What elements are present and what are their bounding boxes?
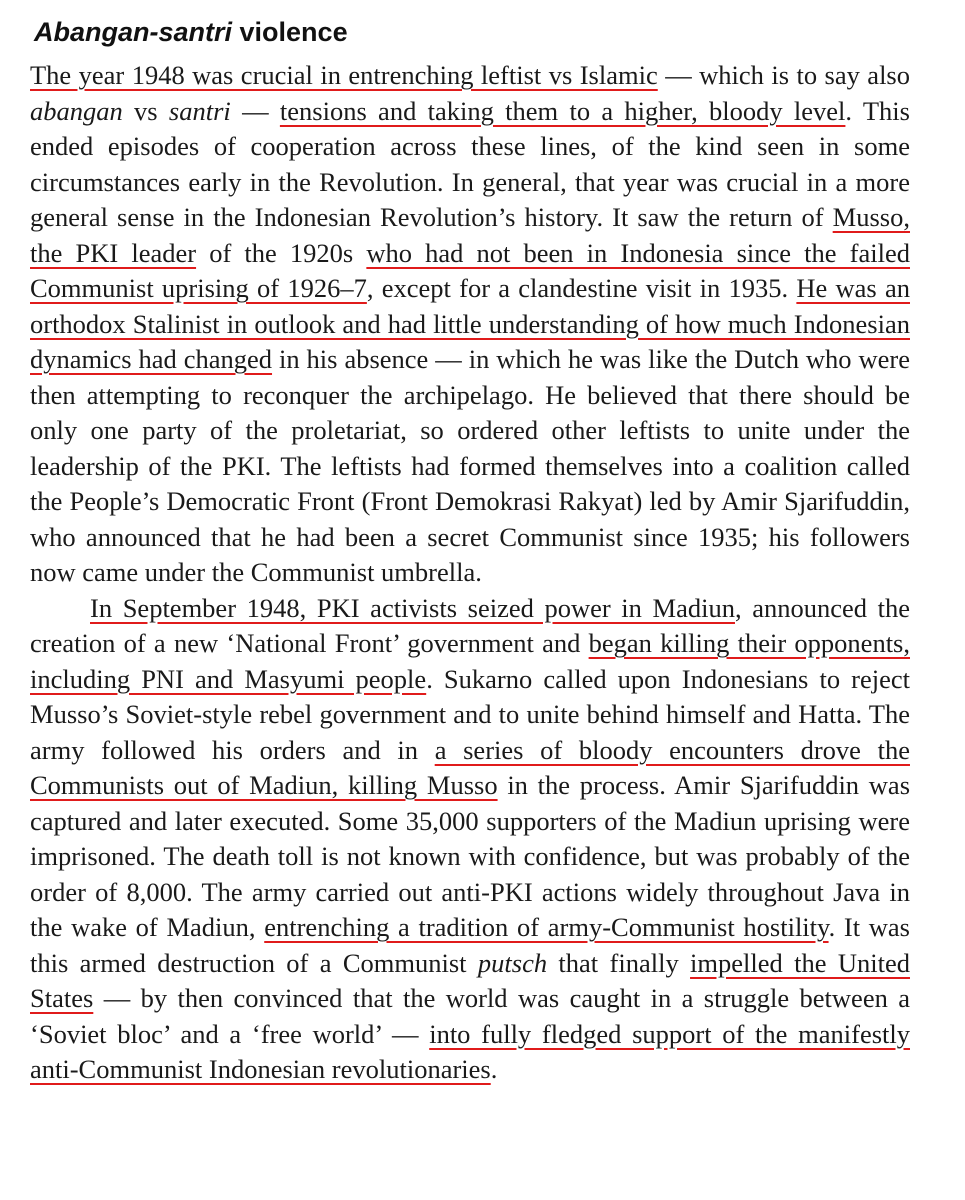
- highlighted-text: tensions and taking them to a higher, bloody level: [279, 95, 846, 126]
- text-run: —: [230, 95, 280, 126]
- highlighted-text: Musso, the PKI leader: [30, 202, 910, 268]
- text-run: .: [490, 1054, 498, 1084]
- text-run: . Sukarno called upon Indonesians to reject Musso’s Soviet-style rebel government and to unite behind himself and Hatta. The army followed his orders and in: [30, 663, 910, 765]
- section-heading-rest: violence: [232, 17, 348, 47]
- italic-text: putsch: [477, 947, 548, 978]
- highlighted-text: entrenching a tradition of army-Communist hostility: [264, 912, 829, 942]
- italic-text: santri: [168, 95, 231, 126]
- text-run: of the 1920s: [196, 237, 367, 268]
- text-run: in his absence — in which he was like the Dutch who were then attempting to reconquer the archipelago. He believed that there should be only one party of the proletariat, so ordered other leftists to unite under the leadership of the PKI. The leftists had formed themselves into a coalition called the People’s Democratic Front (Front Demokrasi Rakyat) led by Amir Sjarifuddin, who announced that he had been a secret Communist since 1935; his followers now came under the Communist umbrella.: [30, 344, 910, 587]
- section-heading-italic: Abangan-santri: [34, 17, 233, 47]
- text-run: , announced the creation of a new ‘National Front’ government and: [30, 592, 910, 658]
- text-run: . It was this armed destruction of a Communist: [30, 912, 910, 978]
- highlighted-text: a series of bloody encounters drove the Communists out of Madiun, killing Musso: [30, 734, 910, 800]
- text-run: in the process. Amir Sjarifuddin was captured and later executed. Some 35,000 supporters of the Madiun uprising were imprisoned. The death toll is not known with confidence, but was probably of the order of 8,000. The army carried out anti-PKI actions widely throughout Java in the wake of Madiun,: [30, 770, 911, 942]
- highlighted-text: The year 1948 was crucial in entrenching leftist vs Islamic: [30, 60, 658, 90]
- text-run: . This ended episodes of cooperation across these lines, of the kind seen in some circumstances early in the Revolution. In general, that year was crucial in a more general sense in the Indonesian Revolution’s history. It saw the return of: [30, 95, 910, 232]
- highlighted-text: who had not been in Indonesia since the failed Communist uprising of 1926–7: [30, 237, 910, 303]
- highlighted-text: into fully fledged support of the manifestly anti-Communist Indonesian revolutionaries: [30, 1018, 910, 1084]
- text-run: , except for a clandestine visit in 1935.: [366, 273, 797, 303]
- text-run: — by then convinced that the world was caught in a struggle between a ‘Soviet bloc’ and a ‘free world’ —: [30, 983, 910, 1049]
- italic-text: abangan: [30, 95, 123, 126]
- highlighted-text: In September 1948, PKI activists seized power in Madiun: [90, 592, 735, 623]
- highlighted-text: began killing their opponents, including PNI and Masyumi people: [30, 628, 910, 694]
- text-run: that finally: [547, 947, 691, 978]
- text-run: — which is to say also: [657, 60, 910, 90]
- paragraph-2: [30, 591, 910, 1088]
- section-heading: [34, 14, 910, 50]
- paragraph-1: [30, 58, 910, 591]
- highlighted-text: impelled the United States: [30, 947, 910, 1013]
- text-run: vs: [122, 95, 169, 126]
- highlighted-text: He was an orthodox Stalinist in outlook and had little understanding of how much Indonesian dynamics had changed: [30, 273, 910, 374]
